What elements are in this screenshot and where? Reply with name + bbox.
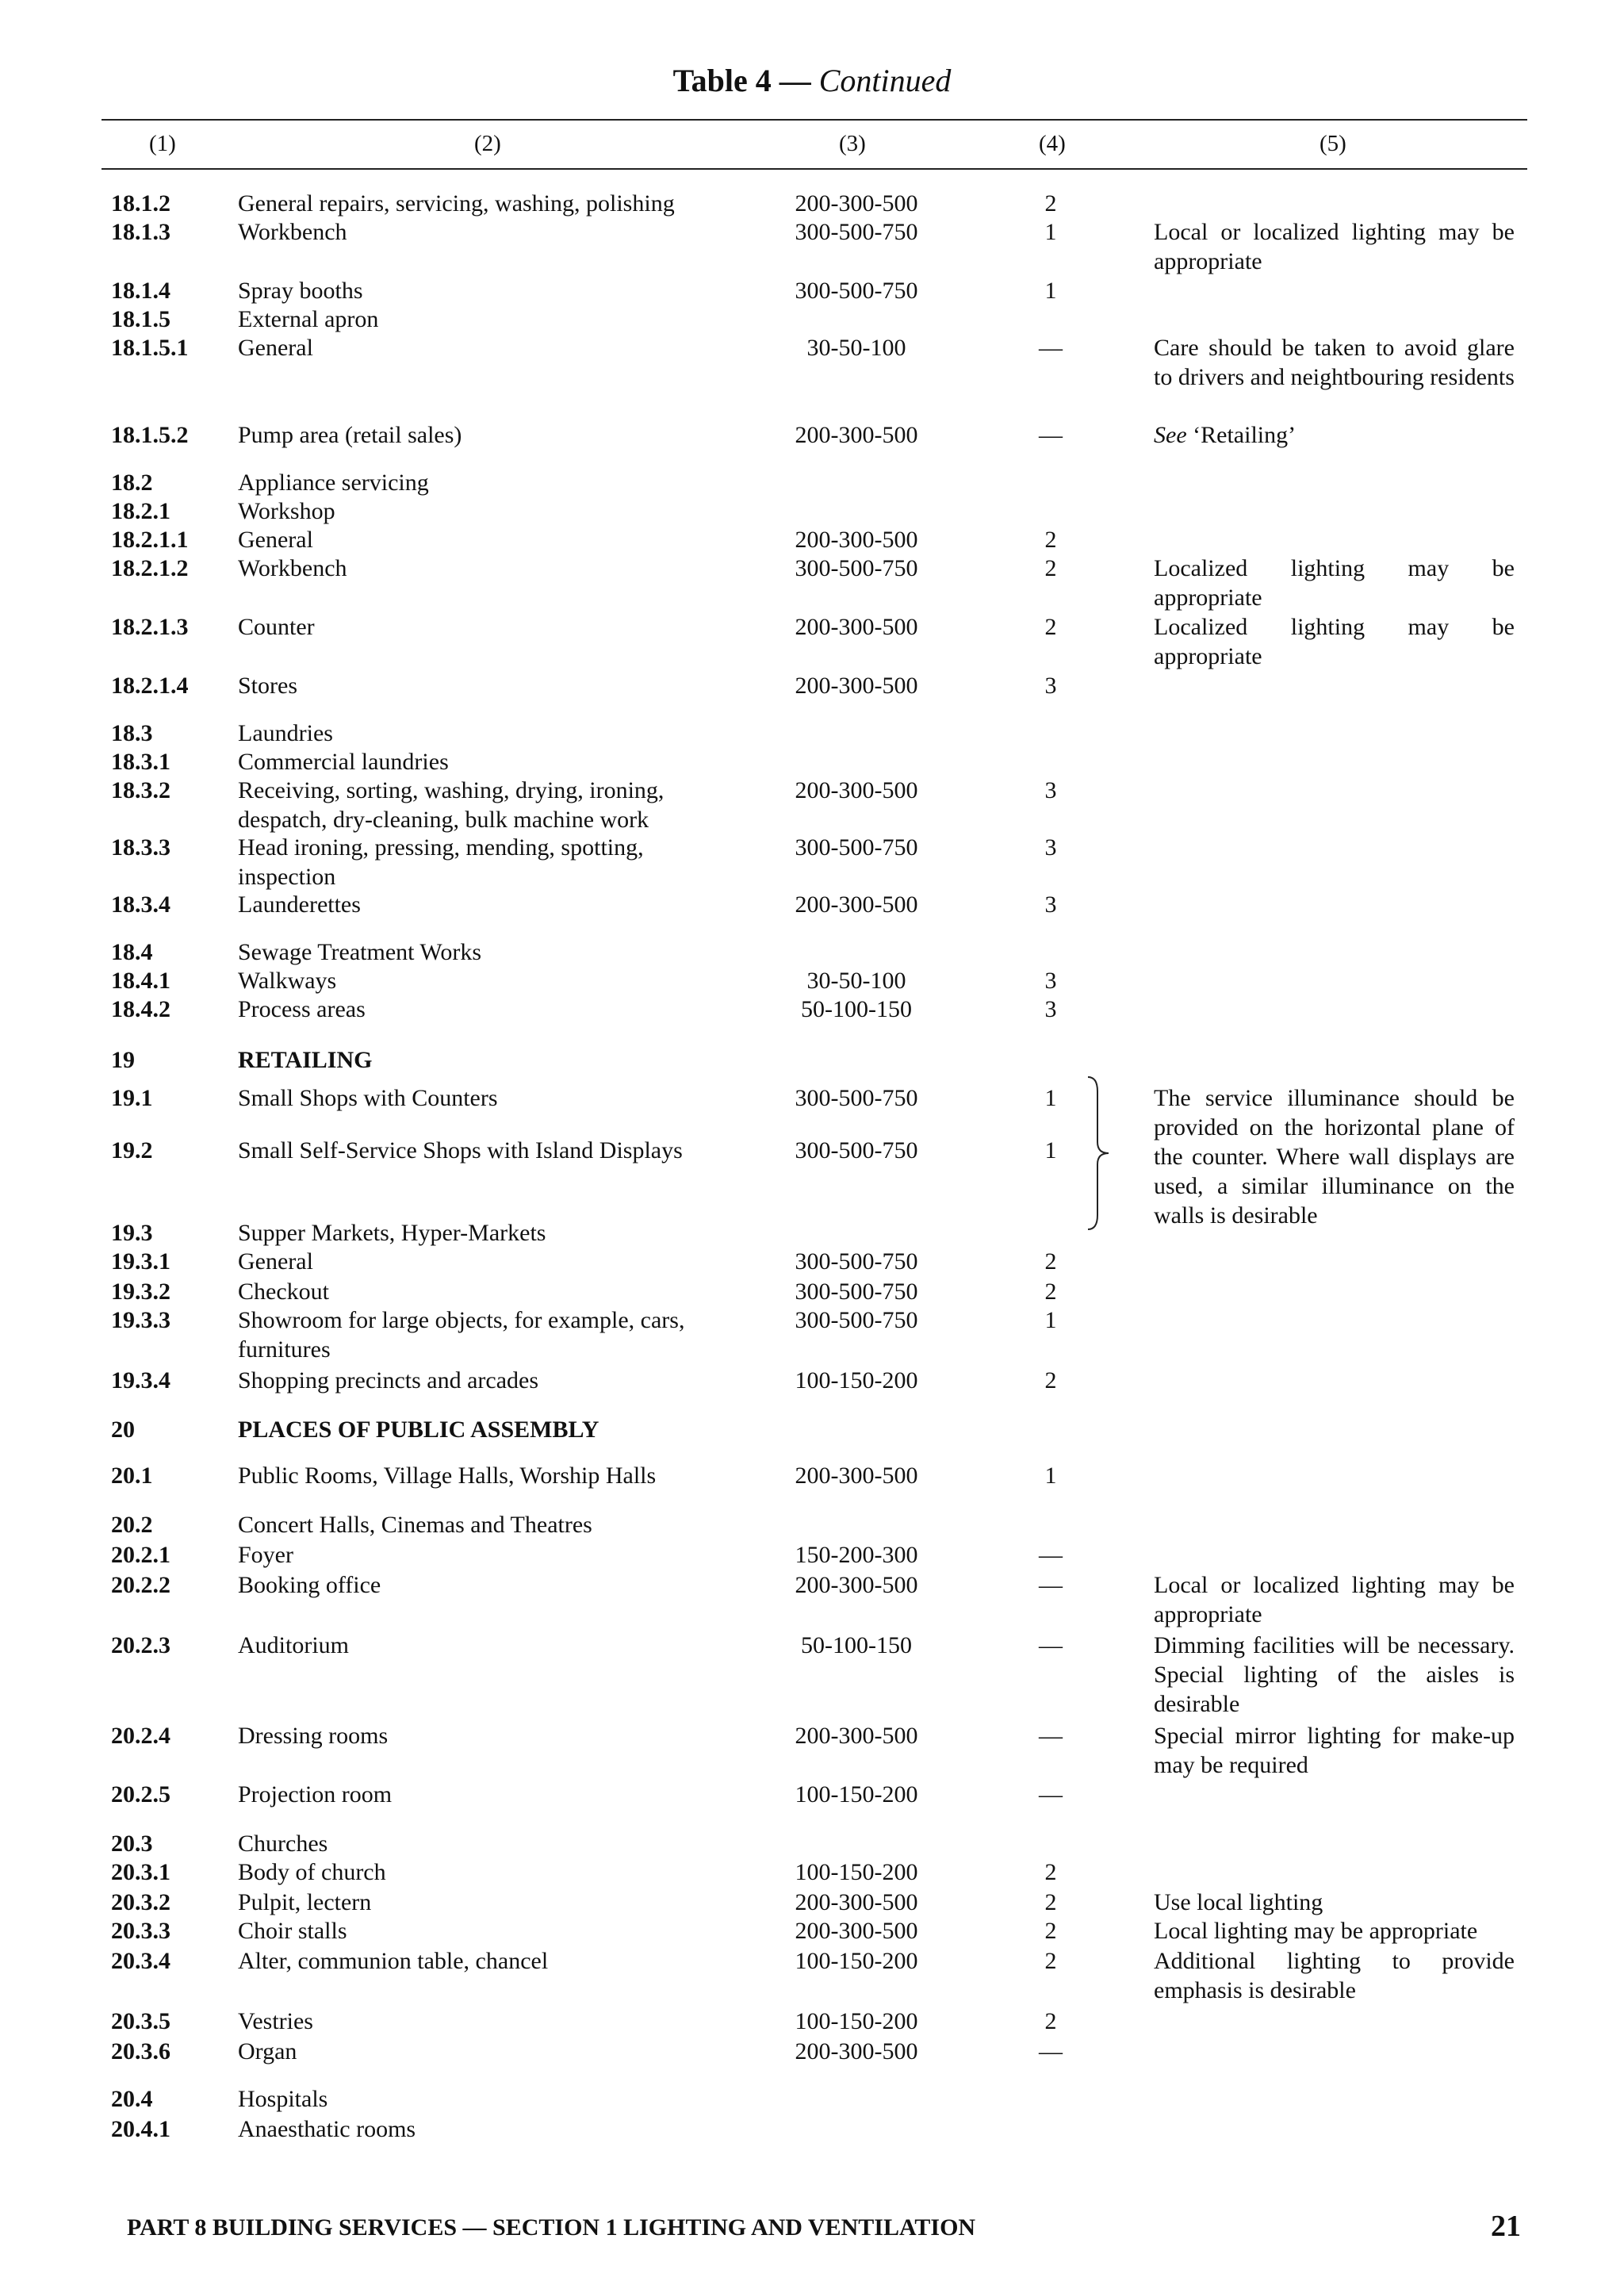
- page-footer: PART 8 BUILDING SERVICES — SECTION 1 LIGHTING AND VENTILATION: [127, 2214, 976, 2241]
- row-clause-number: 19.3.2: [111, 1279, 170, 1305]
- row-illuminance: 200-300-500: [795, 1889, 918, 1915]
- row-quality-class: —: [1039, 2038, 1063, 2064]
- row-illuminance: 200-300-500: [795, 2038, 918, 2064]
- row-clause-number: 18.4.2: [111, 996, 170, 1022]
- row-description-continued: furnitures: [238, 1336, 331, 1363]
- row-quality-class: 1: [1044, 219, 1057, 245]
- row-clause-number: 18.2.1.4: [111, 673, 189, 699]
- row-description: Sewage Treatment Works: [238, 939, 482, 965]
- table-title: [0, 62, 1624, 99]
- row-quality-class: 2: [1044, 1367, 1057, 1394]
- row-illuminance: 50-100-150: [801, 1632, 912, 1658]
- row-illuminance: 300-500-750: [795, 1279, 918, 1305]
- row-illuminance: 200-300-500: [795, 1572, 918, 1598]
- row-description: Showroom for large objects, for example, cars,: [238, 1307, 685, 1333]
- row-illuminance: 200-300-500: [795, 1463, 918, 1489]
- row-description: Receiving, sorting, washing, drying, ironing,: [238, 777, 665, 803]
- row-description: Dressing rooms: [238, 1723, 389, 1749]
- row-clause-number: 20: [111, 1417, 135, 1443]
- row-description: Anaesthatic rooms: [238, 2116, 416, 2142]
- row-quality-class: 2: [1044, 2008, 1057, 2034]
- row-illuminance: 100-150-200: [795, 1781, 918, 1808]
- row-clause-number: 20.2.3: [111, 1632, 170, 1658]
- row-illuminance: 200-300-500: [795, 527, 918, 553]
- row-illuminance: 300-500-750: [795, 555, 918, 581]
- row-quality-class: 2: [1044, 1948, 1057, 1974]
- row-remarks: Local or localized lighting may be appropriate: [1154, 219, 1515, 274]
- row-quality-class: —: [1039, 1542, 1063, 1568]
- row-illuminance: 300-500-750: [795, 1137, 918, 1164]
- row-remarks: Care should be taken to avoid glare to drivers and neightbouring residents: [1154, 335, 1515, 390]
- row-clause-number: 20.2.4: [111, 1723, 170, 1749]
- row-remarks: Special mirror lighting for make-up may be required: [1154, 1723, 1515, 1778]
- row-illuminance: 100-150-200: [795, 1367, 918, 1394]
- row-description: Workbench: [238, 219, 347, 245]
- row-description: Public Rooms, Village Halls, Worship Halls: [238, 1463, 657, 1489]
- row-clause-number: 18.3.2: [111, 777, 170, 803]
- row-description: Organ: [238, 2038, 297, 2064]
- row-clause-number: 20.3.3: [111, 1918, 170, 1944]
- row-quality-class: 3: [1044, 834, 1057, 861]
- col-header-3: (3): [839, 131, 866, 156]
- row-illuminance: 200-300-500: [795, 673, 918, 699]
- row-clause-number: 19.3: [111, 1220, 153, 1246]
- row-description: Checkout: [238, 1279, 329, 1305]
- row-illuminance: 300-500-750: [795, 1085, 918, 1111]
- row-clause-number: 20.4.1: [111, 2116, 170, 2142]
- row-description: Workshop: [238, 498, 335, 524]
- row-clause-number: 18.1.5.1: [111, 335, 189, 361]
- table-title-continued: Continued: [818, 63, 952, 98]
- row-remarks: Localized lighting may be appropriate: [1154, 614, 1515, 669]
- row-illuminance: 200-300-500: [795, 1723, 918, 1749]
- row-description: Foyer: [238, 1542, 293, 1568]
- row-description: RETAILING: [238, 1047, 373, 1073]
- row-clause-number: 20.3.1: [111, 1859, 170, 1885]
- row-illuminance: 300-500-750: [795, 219, 918, 245]
- row-quality-class: 2: [1044, 614, 1057, 640]
- row-remarks: Dimming facilities will be necessary. Special lighting of the aisles is desirable: [1154, 1632, 1515, 1717]
- row-clause-number: 18.1.5: [111, 306, 170, 332]
- row-clause-number: 19.3.1: [111, 1248, 170, 1275]
- row-clause-number: 18.4: [111, 939, 153, 965]
- row-quality-class: 1: [1044, 1137, 1057, 1164]
- row-description: Alter, communion table, chancel: [238, 1948, 549, 1974]
- row-description: Appliance servicing: [238, 470, 429, 496]
- row-quality-class: 2: [1044, 1918, 1057, 1944]
- row-remarks: Localized lighting may be appropriate: [1154, 555, 1515, 611]
- page-number: 21: [1491, 2210, 1521, 2243]
- row-clause-number: 18.2.1.3: [111, 614, 189, 640]
- row-clause-number: 20.3.4: [111, 1948, 170, 1974]
- row-clause-number: 18.2.1: [111, 498, 170, 524]
- row-description: Commercial laundries: [238, 749, 449, 775]
- row-remarks: Local lighting may be appropriate: [1154, 1918, 1478, 1944]
- row-clause-number: 20.3.5: [111, 2008, 170, 2034]
- row-illuminance: 200-300-500: [795, 422, 918, 448]
- row-quality-class: —: [1039, 1572, 1063, 1598]
- col-header-4: (4): [1039, 131, 1066, 156]
- row-illuminance: 30-50-100: [806, 968, 906, 994]
- row-quality-class: 3: [1044, 673, 1057, 699]
- row-quality-class: 2: [1044, 1279, 1057, 1305]
- row-illuminance: 200-300-500: [795, 891, 918, 918]
- row-quality-class: 1: [1044, 1463, 1057, 1489]
- row-clause-number: 18.3: [111, 720, 153, 746]
- row-quality-class: 3: [1044, 891, 1057, 918]
- row-quality-class: 1: [1044, 278, 1057, 304]
- row-description: Supper Markets, Hyper-Markets: [238, 1220, 546, 1246]
- row-clause-number: 18.1.2: [111, 190, 170, 217]
- row-description: General: [238, 335, 313, 361]
- row-clause-number: 20.3.6: [111, 2038, 170, 2064]
- row-remarks: Use local lighting: [1154, 1889, 1323, 1915]
- col-header-5: (5): [1320, 131, 1346, 156]
- row-quality-class: 2: [1044, 1248, 1057, 1275]
- col-header-2: (2): [474, 131, 501, 156]
- row-clause-number: 20.2: [111, 1512, 153, 1538]
- row-illuminance: 300-500-750: [795, 1307, 918, 1333]
- row-clause-number: 18.3.1: [111, 749, 170, 775]
- row-clause-number: 18.2.1.1: [111, 527, 189, 553]
- row-clause-number: 18.3.3: [111, 834, 170, 861]
- row-description: General: [238, 1248, 313, 1275]
- row-clause-number: 18.2.1.2: [111, 555, 189, 581]
- row-description: Head ironing, pressing, mending, spotting,: [238, 834, 644, 861]
- row-description: Vestries: [238, 2008, 313, 2034]
- row-description: Auditorium: [238, 1632, 349, 1658]
- row-description: Process areas: [238, 996, 366, 1022]
- row-illuminance: 150-200-300: [795, 1542, 918, 1568]
- row-clause-number: 20.3.2: [111, 1889, 170, 1915]
- row-description: Body of church: [238, 1859, 386, 1885]
- table-title-main: Table 4 —: [672, 63, 819, 98]
- row-remarks: Local or localized lighting may be appropriate: [1154, 1572, 1515, 1627]
- row-clause-number: 20.3: [111, 1831, 153, 1857]
- row-description: Hospitals: [238, 2086, 328, 2112]
- row-description: Projection room: [238, 1781, 393, 1808]
- row-clause-number: 20.4: [111, 2086, 153, 2112]
- row-clause-number: 19.3.4: [111, 1367, 170, 1394]
- row-description: Counter: [238, 614, 315, 640]
- row-description: Small Self-Service Shops with Island Displays: [238, 1137, 683, 1164]
- row-clause-number: 19.2: [111, 1137, 153, 1164]
- row-description: Launderettes: [238, 891, 361, 918]
- row-illuminance: 100-150-200: [795, 1948, 918, 1974]
- see-reference-label: See: [1154, 422, 1187, 448]
- row-quality-class: 3: [1044, 777, 1057, 803]
- row-description-continued: despatch, dry-cleaning, bulk machine work: [238, 807, 649, 833]
- row-quality-class: 2: [1044, 190, 1057, 217]
- row-illuminance: 30-50-100: [806, 335, 906, 361]
- row-description: Pump area (retail sales): [238, 422, 462, 448]
- row-description: Stores: [238, 673, 297, 699]
- row-clause-number: 19.3.3: [111, 1307, 170, 1333]
- row-description: Workbench: [238, 555, 347, 581]
- row-clause-number: 18.1.5.2: [111, 422, 189, 448]
- row-illuminance: 300-500-750: [795, 1248, 918, 1275]
- row-description: External apron: [238, 306, 379, 332]
- row-illuminance: 300-500-750: [795, 278, 918, 304]
- row-illuminance: 200-300-500: [795, 1918, 918, 1944]
- row-clause-number: 18.4.1: [111, 968, 170, 994]
- row-description: Small Shops with Counters: [238, 1085, 498, 1111]
- row-quality-class: 2: [1044, 527, 1057, 553]
- row-remarks: See ‘Retailing’: [1154, 422, 1297, 448]
- row-illuminance: 200-300-500: [795, 777, 918, 803]
- row-description: PLACES OF PUBLIC ASSEMBLY: [238, 1417, 599, 1443]
- row-clause-number: 20.2.2: [111, 1572, 170, 1598]
- row-clause-number: 18.3.4: [111, 891, 170, 918]
- row-description: General repairs, servicing, washing, polishing: [238, 190, 675, 217]
- row-clause-number: 19: [111, 1047, 135, 1073]
- row-description: Laundries: [238, 720, 333, 746]
- row-illuminance: 300-500-750: [795, 834, 918, 861]
- row-clause-number: 18.1.3: [111, 219, 170, 245]
- row-illuminance: 200-300-500: [795, 190, 918, 217]
- row-quality-class: 1: [1044, 1307, 1057, 1333]
- row-description: Shopping precincts and arcades: [238, 1367, 539, 1394]
- row-illuminance: 100-150-200: [795, 1859, 918, 1885]
- row-quality-class: 3: [1044, 996, 1057, 1022]
- row-description: Pulpit, lectern: [238, 1889, 372, 1915]
- right-brace-icon: [1085, 1075, 1116, 1231]
- row-description: Concert Halls, Cinemas and Theatres: [238, 1512, 592, 1538]
- row-quality-class: —: [1039, 422, 1063, 448]
- row-remarks: The service illuminance should be provided on the horizontal plane of the counter. Where wall displays are used, a similar illuminance on the walls is desirable: [1154, 1085, 1515, 1229]
- col-header-1: (1): [149, 131, 176, 156]
- row-quality-class: 1: [1044, 1085, 1057, 1111]
- row-quality-class: —: [1039, 1723, 1063, 1749]
- header-rule: [102, 168, 1527, 170]
- row-clause-number: 19.1: [111, 1085, 153, 1111]
- row-quality-class: —: [1039, 1781, 1063, 1808]
- row-quality-class: 2: [1044, 1889, 1057, 1915]
- top-rule: [102, 119, 1527, 121]
- row-remarks: Additional lighting to provide emphasis is desirable: [1154, 1948, 1515, 2003]
- row-quality-class: 2: [1044, 1859, 1057, 1885]
- row-quality-class: 2: [1044, 555, 1057, 581]
- row-clause-number: 18.1.4: [111, 278, 170, 304]
- row-clause-number: 18.2: [111, 470, 153, 496]
- row-illuminance: 50-100-150: [801, 996, 912, 1022]
- row-quality-class: —: [1039, 335, 1063, 361]
- row-description: Spray booths: [238, 278, 363, 304]
- row-description: Walkways: [238, 968, 337, 994]
- row-description: Churches: [238, 1831, 328, 1857]
- row-illuminance: 100-150-200: [795, 2008, 918, 2034]
- row-clause-number: 20.2.1: [111, 1542, 170, 1568]
- row-quality-class: 3: [1044, 968, 1057, 994]
- row-description: Choir stalls: [238, 1918, 347, 1944]
- row-clause-number: 20.2.5: [111, 1781, 170, 1808]
- row-description: General: [238, 527, 313, 553]
- row-clause-number: 20.1: [111, 1463, 153, 1489]
- row-quality-class: —: [1039, 1632, 1063, 1658]
- row-description-continued: inspection: [238, 864, 336, 890]
- row-description: Booking office: [238, 1572, 381, 1598]
- row-illuminance: 200-300-500: [795, 614, 918, 640]
